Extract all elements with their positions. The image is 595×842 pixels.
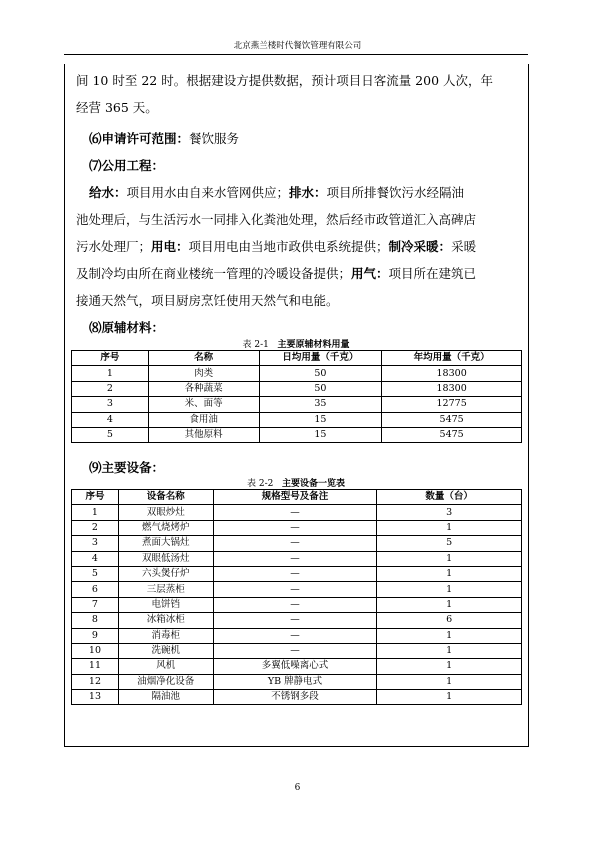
- table-row: [72, 628, 522, 643]
- table-row: [72, 520, 522, 535]
- table-row: [72, 659, 522, 674]
- table-cell: 2: [72, 381, 149, 396]
- table-cell: 11: [72, 659, 119, 674]
- scope-heading: ⑹申请许可范围：: [89, 131, 190, 146]
- table-cell: 5: [72, 566, 119, 581]
- table-cell: 1: [377, 566, 522, 581]
- table-cell: 10: [72, 643, 119, 658]
- table-cell: 3: [72, 536, 119, 551]
- materials-caption: [64, 337, 528, 350]
- paragraph-line: [76, 237, 476, 255]
- inline-heading: 给水：: [89, 185, 127, 200]
- table-row: [72, 536, 522, 551]
- table-cell: 各种蔬菜: [148, 381, 259, 396]
- inline-text: 项目用水由自来水管网供应；: [126, 185, 290, 200]
- table-cell: 12: [72, 674, 119, 689]
- inline-text: 污水处理厂；: [76, 239, 152, 254]
- table-cell: 3: [72, 397, 149, 412]
- scope-section: [89, 129, 239, 147]
- table-cell: 洗碗机: [118, 643, 213, 658]
- inline-heading: 用电：: [151, 239, 189, 254]
- table-row: [72, 613, 522, 628]
- table-cell: 煮面大锅灶: [118, 536, 213, 551]
- equipment-caption: [64, 476, 528, 489]
- inline-text: 项目所在建筑已: [388, 266, 477, 281]
- inline-text: 接通天然气，项目厨房烹饪使用天然气和电能。: [76, 293, 339, 308]
- table-cell: 4: [72, 412, 149, 427]
- paragraph-line: 间 10 时至 22 时。根据建设方提供数据，预计项目日客流量 200 人次，年: [76, 73, 494, 88]
- table-cell: 风机: [118, 659, 213, 674]
- table-cell: 双眼低汤灶: [118, 551, 213, 566]
- column-header: 序号: [72, 490, 119, 505]
- paragraph-line: [76, 291, 339, 309]
- inline-text: 采暖: [451, 239, 477, 254]
- table-cell: 35: [259, 397, 382, 412]
- table-header-row: [72, 490, 522, 505]
- table-row: [72, 397, 522, 412]
- table-cell: 隔油池: [118, 690, 213, 705]
- table-cell: —: [213, 613, 377, 628]
- table-row: [72, 597, 522, 612]
- paragraph-line: [76, 210, 476, 228]
- table-row: [72, 674, 522, 689]
- table-cell: 电饼铛: [118, 597, 213, 612]
- table-cell: —: [213, 505, 377, 520]
- table-cell: 50: [259, 381, 382, 396]
- table-cell: —: [213, 643, 377, 658]
- utilities-heading: ⑺公用工程：: [89, 158, 165, 173]
- table-cell: —: [213, 628, 377, 643]
- table-cell: 1: [377, 690, 522, 705]
- table-cell: 不锈钢多段: [213, 690, 377, 705]
- table-row: [72, 582, 522, 597]
- table-cell: 6: [377, 613, 522, 628]
- caption-title: 主要原辅材料用量: [277, 340, 350, 350]
- inline-heading: 用气：: [351, 266, 389, 281]
- column-header: 名称: [148, 351, 259, 366]
- table-cell: 18300: [382, 366, 522, 381]
- table-header-row: [72, 351, 522, 366]
- table-cell: —: [213, 597, 377, 612]
- table-cell: 肉类: [148, 366, 259, 381]
- table-cell: 油烟净化设备: [118, 674, 213, 689]
- table-cell: —: [213, 582, 377, 597]
- table-cell: 13: [72, 690, 119, 705]
- table-cell: 2: [72, 520, 119, 535]
- caption-title: 主要设备一览表: [281, 479, 345, 489]
- table-cell: 7: [72, 597, 119, 612]
- table-cell: 1: [377, 643, 522, 658]
- table-row: [72, 566, 522, 581]
- column-header: 数量（台）: [377, 490, 522, 505]
- table-cell: 1: [377, 659, 522, 674]
- table-cell: 冰箱冰柜: [118, 613, 213, 628]
- table-cell: 5: [72, 427, 149, 442]
- table-cell: 其他原料: [148, 427, 259, 442]
- table-cell: 1: [72, 505, 119, 520]
- column-header: 序号: [72, 351, 149, 366]
- table-row: [72, 366, 522, 381]
- table-row: [72, 690, 522, 705]
- caption-number: 表 2-1: [242, 340, 269, 350]
- table-cell: 5475: [382, 427, 522, 442]
- header-divider: [64, 54, 528, 55]
- table-cell: 1: [377, 520, 522, 535]
- inline-text: 池处理后，与生活污水一同排入化粪池处理，然后经市政管道汇入高碑店: [76, 212, 477, 227]
- table-cell: 三层蒸柜: [118, 582, 213, 597]
- inline-heading: 排水：: [289, 185, 327, 200]
- table-cell: 4: [72, 551, 119, 566]
- inline-heading: 制冷采暖：: [388, 239, 452, 254]
- table-cell: 消毒柜: [118, 628, 213, 643]
- table-cell: 1: [377, 628, 522, 643]
- table-cell: 米、面等: [148, 397, 259, 412]
- inline-text: 项目用电由当地市政供电系统提供；: [188, 239, 389, 254]
- table-cell: 5: [377, 536, 522, 551]
- page-number: 6: [294, 783, 301, 793]
- table-cell: 1: [377, 674, 522, 689]
- column-header: 日均用量（千克）: [259, 351, 382, 366]
- table-cell: YB 牌静电式: [213, 674, 377, 689]
- table-row: [72, 427, 522, 442]
- table-cell: 食用油: [148, 412, 259, 427]
- equipment-table: [71, 489, 522, 705]
- equipment-heading: ⑼主要设备：: [89, 460, 165, 475]
- materials-table: [71, 350, 522, 443]
- page-header: 北京燕兰楼时代餐饮管理有限公司: [233, 41, 362, 51]
- table-cell: 3: [377, 505, 522, 520]
- table-row: [72, 643, 522, 658]
- table-cell: 多翼低噪离心式: [213, 659, 377, 674]
- table-row: [72, 381, 522, 396]
- table-cell: 1: [377, 582, 522, 597]
- caption-number: 表 2-2: [247, 479, 274, 489]
- paragraph-line: 经营 365 天。: [76, 100, 158, 115]
- paragraph-line: [76, 264, 476, 282]
- table-cell: 9: [72, 628, 119, 643]
- table-cell: —: [213, 520, 377, 535]
- materials-heading: ⑻原辅材料：: [89, 320, 165, 335]
- column-header: 设备名称: [118, 490, 213, 505]
- paragraph-line: [89, 183, 464, 201]
- table-cell: 6: [72, 582, 119, 597]
- table-cell: —: [213, 566, 377, 581]
- table-cell: 5475: [382, 412, 522, 427]
- table-cell: 15: [259, 427, 382, 442]
- table-cell: 18300: [382, 381, 522, 396]
- column-header: 规格型号及备注: [213, 490, 377, 505]
- table-cell: 8: [72, 613, 119, 628]
- table-cell: 双眼炒灶: [118, 505, 213, 520]
- table-row: [72, 412, 522, 427]
- table-cell: 燃气烧烤炉: [118, 520, 213, 535]
- table-cell: 六头煲仔炉: [118, 566, 213, 581]
- table-cell: 15: [259, 412, 382, 427]
- table-cell: 1: [377, 597, 522, 612]
- table-cell: —: [213, 536, 377, 551]
- column-header: 年均用量（千克）: [382, 351, 522, 366]
- inline-text: 及制冷均由所在商业楼统一管理的冷暖设备提供；: [76, 266, 352, 281]
- inline-text: 项目所排餐饮污水经隔油: [326, 185, 465, 200]
- table-row: [72, 505, 522, 520]
- table-row: [72, 551, 522, 566]
- table-cell: 12775: [382, 397, 522, 412]
- table-cell: 1: [377, 551, 522, 566]
- table-cell: —: [213, 551, 377, 566]
- table-cell: 1: [72, 366, 149, 381]
- table-cell: 50: [259, 366, 382, 381]
- scope-text: 餐饮服务: [189, 131, 240, 146]
